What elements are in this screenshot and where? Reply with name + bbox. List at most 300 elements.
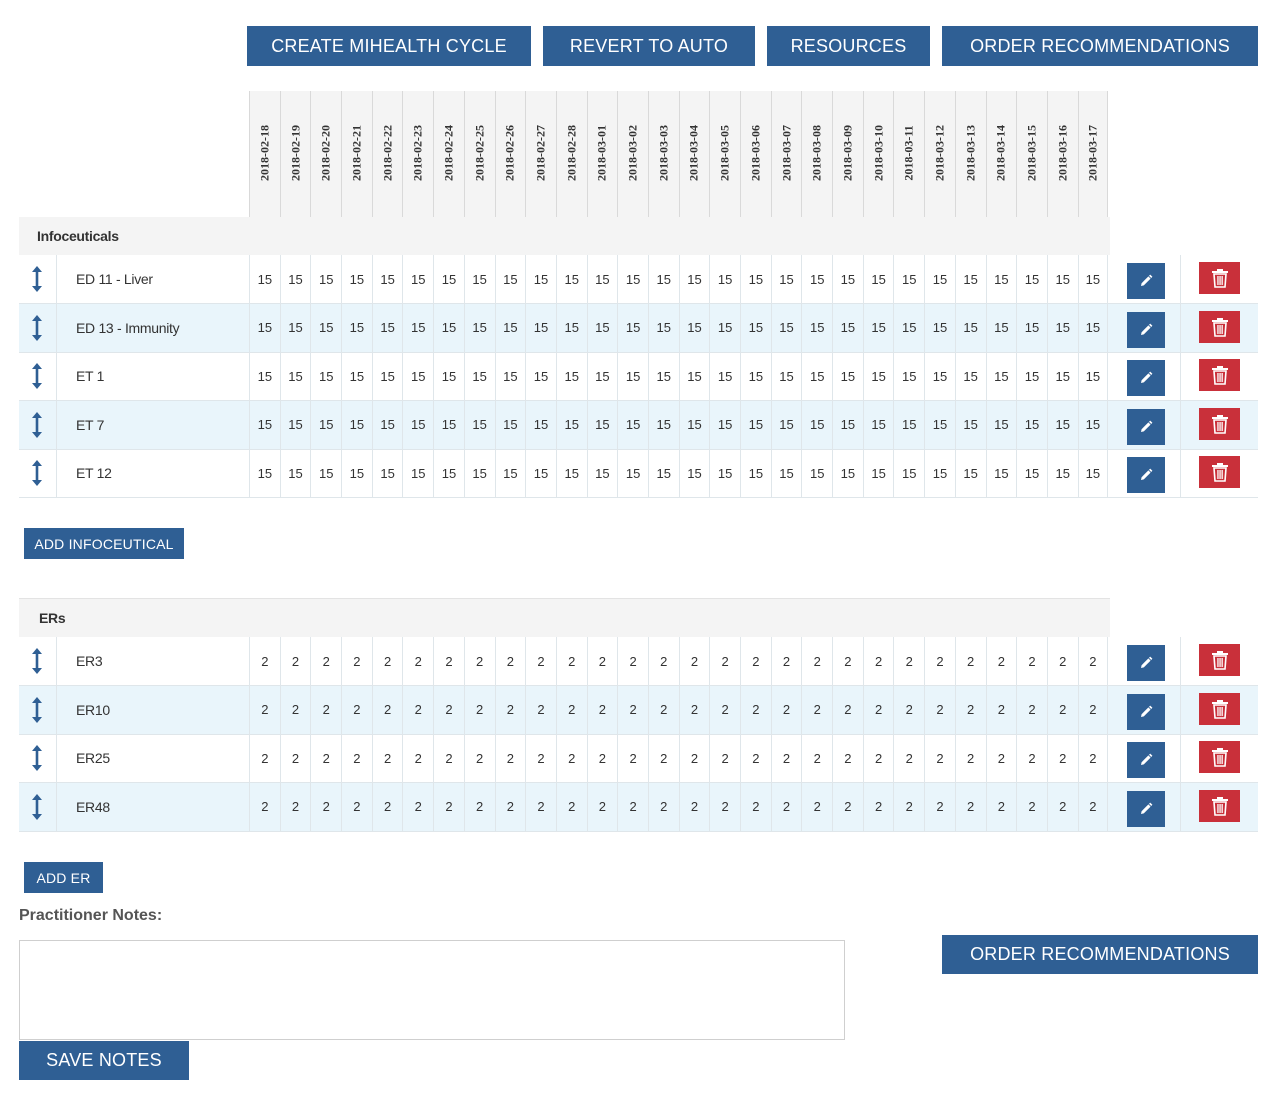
drag-handle-icon[interactable] xyxy=(29,459,45,487)
dose-cell: 15 xyxy=(863,352,894,400)
dose-cell: 2 xyxy=(924,783,955,831)
dose-cell: 2 xyxy=(341,783,372,831)
date-column-header xyxy=(402,91,433,217)
delete-button[interactable] xyxy=(1199,790,1240,822)
dose-cell: 2 xyxy=(832,637,863,685)
date-column-header xyxy=(556,91,587,217)
dose-cell: 15 xyxy=(771,304,802,352)
dose-cell: 2 xyxy=(402,686,433,734)
dose-cell: 15 xyxy=(310,255,341,303)
dose-cell: 15 xyxy=(310,352,341,400)
dose-cell: 15 xyxy=(709,255,740,303)
dose-cell: 15 xyxy=(587,401,618,449)
dose-cell: 15 xyxy=(986,304,1017,352)
table-row xyxy=(19,637,1258,686)
dose-cell: 2 xyxy=(617,686,648,734)
dose-cell: 15 xyxy=(832,304,863,352)
dose-cell: 2 xyxy=(433,783,464,831)
dose-cell: 15 xyxy=(1016,352,1047,400)
dose-cell: 15 xyxy=(924,401,955,449)
trash-icon xyxy=(1211,462,1229,482)
table-row xyxy=(19,783,1258,832)
date-column-header xyxy=(617,91,648,217)
dose-cell: 15 xyxy=(679,449,710,497)
dose-cell: 15 xyxy=(1078,255,1109,303)
dose-cell: 15 xyxy=(648,449,679,497)
dose-cell: 15 xyxy=(617,401,648,449)
dose-cell: 15 xyxy=(341,449,372,497)
dose-cell: 15 xyxy=(1078,401,1109,449)
dose-cell: 15 xyxy=(893,352,924,400)
add-er-button[interactable]: ADD ER xyxy=(24,862,103,893)
trash-icon xyxy=(1211,796,1229,816)
date-label: 2018-02-18 xyxy=(257,125,272,181)
dose-cell: 15 xyxy=(525,304,556,352)
dose-cell: 2 xyxy=(280,637,311,685)
infoceuticals-title: Infoceuticals xyxy=(37,228,119,244)
edit-button[interactable] xyxy=(1127,360,1165,396)
dose-cell: 15 xyxy=(525,255,556,303)
dose-cell: 15 xyxy=(433,352,464,400)
dose-cell: 15 xyxy=(709,352,740,400)
dose-cell: 15 xyxy=(986,449,1017,497)
dose-cell: 15 xyxy=(1078,352,1109,400)
dose-cell: 2 xyxy=(341,686,372,734)
dose-cell: 15 xyxy=(648,352,679,400)
dose-cell: 15 xyxy=(280,352,311,400)
dose-cell: 15 xyxy=(525,352,556,400)
trash-icon xyxy=(1211,414,1229,434)
dose-cell: 15 xyxy=(648,401,679,449)
date-label: 2018-02-22 xyxy=(380,125,395,181)
table-row xyxy=(19,401,1258,450)
dose-cell: 2 xyxy=(648,734,679,782)
dose-cell: 15 xyxy=(893,401,924,449)
row-name: ET 1 xyxy=(76,368,105,385)
dose-cell: 15 xyxy=(1078,449,1109,497)
date-label: 2018-02-27 xyxy=(533,125,548,181)
dose-cell: 15 xyxy=(372,352,403,400)
ers-section-header xyxy=(19,598,1110,637)
dose-cell: 2 xyxy=(924,734,955,782)
dose-cell: 15 xyxy=(955,352,986,400)
dose-cell: 2 xyxy=(402,637,433,685)
save-notes-button[interactable]: SAVE NOTES xyxy=(19,1041,189,1080)
date-label: 2018-03-11 xyxy=(901,125,916,181)
column-divider xyxy=(1180,255,1181,303)
dose-cell: 2 xyxy=(679,686,710,734)
dose-cells xyxy=(249,783,1108,831)
dose-cell: 15 xyxy=(1016,304,1047,352)
column-divider xyxy=(56,401,57,449)
trash-icon xyxy=(1211,268,1229,288)
dose-cell: 2 xyxy=(372,783,403,831)
date-column-header xyxy=(924,91,955,217)
delete-button[interactable] xyxy=(1199,408,1240,440)
date-label: 2018-02-23 xyxy=(410,125,425,181)
dose-cell: 2 xyxy=(893,734,924,782)
dose-cell: 15 xyxy=(433,304,464,352)
column-divider xyxy=(56,304,57,352)
date-column-header xyxy=(801,91,832,217)
dose-cell: 2 xyxy=(464,637,495,685)
dose-cell: 2 xyxy=(556,783,587,831)
dose-cell: 15 xyxy=(341,401,372,449)
date-column-header xyxy=(464,91,495,217)
row-name: ER25 xyxy=(76,750,110,767)
date-column-header xyxy=(679,91,710,217)
date-column-header xyxy=(1047,91,1078,217)
pencil-icon xyxy=(1139,705,1153,719)
edit-button[interactable] xyxy=(1127,312,1165,348)
dose-cell: 2 xyxy=(986,686,1017,734)
dose-cell: 15 xyxy=(771,401,802,449)
date-label: 2018-02-26 xyxy=(502,125,517,181)
column-divider xyxy=(1180,401,1181,449)
dose-cell: 15 xyxy=(617,304,648,352)
dose-cell: 15 xyxy=(740,255,771,303)
date-header xyxy=(249,91,1108,217)
dose-cell: 15 xyxy=(1016,255,1047,303)
dose-cells xyxy=(249,304,1108,352)
dose-cell: 2 xyxy=(679,637,710,685)
drag-handle-icon[interactable] xyxy=(29,265,45,293)
dose-cells xyxy=(249,637,1108,685)
pencil-icon xyxy=(1139,323,1153,337)
dose-cell: 15 xyxy=(495,352,526,400)
dose-cell: 2 xyxy=(433,734,464,782)
dose-cell: 2 xyxy=(863,637,894,685)
delete-button[interactable] xyxy=(1199,644,1240,676)
dose-cell: 15 xyxy=(495,255,526,303)
dose-cell: 15 xyxy=(832,401,863,449)
dose-cell: 2 xyxy=(464,783,495,831)
date-label: 2018-02-21 xyxy=(349,125,364,181)
dose-cell: 15 xyxy=(556,401,587,449)
dose-cell: 15 xyxy=(587,352,618,400)
column-divider xyxy=(56,255,57,303)
dose-cell: 2 xyxy=(341,637,372,685)
dose-cell: 2 xyxy=(1047,734,1078,782)
dose-cell: 2 xyxy=(801,783,832,831)
dose-cell: 2 xyxy=(1047,637,1078,685)
dose-cell: 15 xyxy=(924,449,955,497)
dose-cells xyxy=(249,686,1108,734)
revert-to-auto-button[interactable]: REVERT TO AUTO xyxy=(543,26,755,66)
resources-button[interactable]: RESOURCES xyxy=(767,26,930,66)
dose-cell: 15 xyxy=(801,352,832,400)
dose-cell: 2 xyxy=(310,783,341,831)
dose-cell: 2 xyxy=(1078,783,1109,831)
edit-button[interactable] xyxy=(1127,457,1165,493)
dose-cell: 15 xyxy=(402,255,433,303)
dose-cell: 2 xyxy=(709,637,740,685)
dose-cell: 15 xyxy=(464,449,495,497)
dose-cell: 2 xyxy=(893,686,924,734)
dose-cell: 2 xyxy=(587,734,618,782)
pencil-icon xyxy=(1139,371,1153,385)
ers-title: ERs xyxy=(39,610,66,626)
table-row xyxy=(19,352,1258,401)
dose-cell: 15 xyxy=(863,255,894,303)
row-name: ED 13 - Immunity xyxy=(76,319,180,336)
dose-cell: 15 xyxy=(495,401,526,449)
drag-handle-icon[interactable] xyxy=(29,362,45,390)
date-column-header xyxy=(587,91,618,217)
dose-cell: 2 xyxy=(525,783,556,831)
table-row xyxy=(19,304,1258,353)
dose-cells xyxy=(249,401,1108,449)
dose-cell: 15 xyxy=(433,255,464,303)
dose-cell: 2 xyxy=(648,686,679,734)
dose-cell: 15 xyxy=(679,401,710,449)
drag-handle-icon[interactable] xyxy=(29,647,45,675)
dose-cell: 2 xyxy=(740,637,771,685)
date-label: 2018-03-05 xyxy=(717,125,732,181)
table-row xyxy=(19,255,1258,304)
dose-cell: 15 xyxy=(801,255,832,303)
dose-cell: 15 xyxy=(249,352,280,400)
dose-cell: 15 xyxy=(709,304,740,352)
table-row xyxy=(19,686,1258,735)
date-column-header xyxy=(986,91,1017,217)
dose-cell: 15 xyxy=(801,304,832,352)
dose-cell: 15 xyxy=(525,401,556,449)
dose-cell: 2 xyxy=(740,734,771,782)
dose-cell: 15 xyxy=(986,352,1017,400)
dose-cell: 15 xyxy=(924,304,955,352)
dose-cell: 15 xyxy=(832,352,863,400)
dose-cell: 2 xyxy=(740,686,771,734)
dose-cell: 2 xyxy=(955,686,986,734)
dose-cell: 15 xyxy=(341,255,372,303)
dose-cell: 15 xyxy=(986,255,1017,303)
date-column-header xyxy=(249,91,280,217)
dose-cell: 2 xyxy=(832,686,863,734)
dose-cell: 15 xyxy=(464,352,495,400)
dose-cell: 15 xyxy=(648,304,679,352)
dose-cell: 15 xyxy=(433,449,464,497)
dose-cell: 15 xyxy=(893,255,924,303)
column-divider xyxy=(1180,449,1181,497)
drag-handle-icon[interactable] xyxy=(29,314,45,342)
date-label: 2018-03-13 xyxy=(963,125,978,181)
dose-cell: 15 xyxy=(832,255,863,303)
dose-cell: 2 xyxy=(617,783,648,831)
date-label: 2018-02-25 xyxy=(472,125,487,181)
dose-cell: 2 xyxy=(709,686,740,734)
dose-cell: 15 xyxy=(863,304,894,352)
date-column-header xyxy=(709,91,740,217)
dose-cell: 2 xyxy=(280,686,311,734)
edit-button[interactable] xyxy=(1127,645,1165,681)
add-infoceutical-button[interactable]: ADD INFOCEUTICAL xyxy=(24,528,184,559)
row-name: ER10 xyxy=(76,701,110,718)
dose-cell: 2 xyxy=(249,637,280,685)
row-name: ER48 xyxy=(76,798,110,815)
pencil-icon xyxy=(1139,420,1153,434)
dose-cell: 2 xyxy=(955,637,986,685)
date-column-header xyxy=(341,91,372,217)
delete-button[interactable] xyxy=(1199,456,1240,488)
dose-cell: 15 xyxy=(280,304,311,352)
edit-button[interactable] xyxy=(1127,742,1165,778)
column-divider xyxy=(1180,783,1181,831)
trash-icon xyxy=(1211,747,1229,767)
dose-cell: 2 xyxy=(310,637,341,685)
row-name: ED 11 - Liver xyxy=(76,271,153,287)
column-divider xyxy=(1180,304,1181,352)
date-label: 2018-02-19 xyxy=(288,125,303,181)
dose-cell: 2 xyxy=(556,734,587,782)
drag-handle-icon[interactable] xyxy=(29,696,45,724)
dose-cell: 15 xyxy=(495,304,526,352)
edit-button[interactable] xyxy=(1127,263,1165,299)
dose-cell: 2 xyxy=(433,637,464,685)
delete-button[interactable] xyxy=(1199,311,1240,343)
dose-cell: 2 xyxy=(587,637,618,685)
delete-button[interactable] xyxy=(1199,741,1240,773)
dose-cell: 2 xyxy=(495,686,526,734)
row-name: ET 12 xyxy=(76,465,112,482)
dose-cell: 15 xyxy=(495,449,526,497)
date-column-header xyxy=(1016,91,1047,217)
dose-cell: 15 xyxy=(617,352,648,400)
create-mihealth-cycle-button[interactable]: CREATE MIHEALTH CYCLE xyxy=(247,26,531,66)
dose-cell: 15 xyxy=(893,304,924,352)
dose-cell: 15 xyxy=(249,449,280,497)
dose-cell: 15 xyxy=(249,255,280,303)
dose-cell: 2 xyxy=(801,637,832,685)
dose-cell: 15 xyxy=(617,449,648,497)
delete-button[interactable] xyxy=(1199,359,1240,391)
dose-cell: 15 xyxy=(832,449,863,497)
date-label: 2018-03-09 xyxy=(840,125,855,181)
dose-cell: 15 xyxy=(556,255,587,303)
dose-cell: 15 xyxy=(341,304,372,352)
dose-cell: 15 xyxy=(525,449,556,497)
date-label: 2018-03-07 xyxy=(779,125,794,181)
dose-cell: 15 xyxy=(1016,449,1047,497)
date-column-header xyxy=(495,91,526,217)
date-column-header xyxy=(863,91,894,217)
column-divider xyxy=(56,637,57,685)
dose-cell: 15 xyxy=(740,449,771,497)
date-label: 2018-02-28 xyxy=(564,125,579,181)
date-label: 2018-02-20 xyxy=(318,125,333,181)
dose-cell: 2 xyxy=(648,637,679,685)
date-column-header xyxy=(1078,91,1109,217)
delete-button[interactable] xyxy=(1199,693,1240,725)
order-recommendations-bottom-button[interactable]: ORDER RECOMMENDATIONS xyxy=(942,935,1258,974)
dose-cells xyxy=(249,255,1108,303)
practitioner-notes-input[interactable] xyxy=(19,940,845,1040)
dose-cell: 15 xyxy=(893,449,924,497)
dose-cell: 15 xyxy=(648,255,679,303)
date-column-header xyxy=(955,91,986,217)
dose-cell: 15 xyxy=(402,352,433,400)
dose-cell: 2 xyxy=(709,783,740,831)
dose-cell: 15 xyxy=(771,352,802,400)
row-name: ET 7 xyxy=(76,416,105,433)
dose-cell: 2 xyxy=(617,734,648,782)
dose-cell: 2 xyxy=(587,686,618,734)
edit-button[interactable] xyxy=(1127,409,1165,445)
dose-cell: 2 xyxy=(1078,637,1109,685)
dose-cell: 15 xyxy=(310,401,341,449)
dose-cell: 15 xyxy=(280,449,311,497)
dose-cell: 15 xyxy=(986,401,1017,449)
dose-cell: 2 xyxy=(1047,783,1078,831)
dose-cell: 2 xyxy=(280,783,311,831)
dose-cell: 15 xyxy=(587,304,618,352)
dose-cell: 15 xyxy=(955,401,986,449)
dose-cell: 2 xyxy=(1078,734,1109,782)
practitioner-notes-label: Practitioner Notes: xyxy=(19,907,163,924)
date-column-header xyxy=(740,91,771,217)
dose-cell: 15 xyxy=(280,255,311,303)
order-recommendations-button[interactable]: ORDER RECOMMENDATIONS xyxy=(942,26,1258,66)
dose-cell: 15 xyxy=(587,449,618,497)
date-label: 2018-03-17 xyxy=(1085,125,1100,181)
dose-cell: 2 xyxy=(464,686,495,734)
dose-cell: 15 xyxy=(955,449,986,497)
dose-cell: 2 xyxy=(986,637,1017,685)
drag-handle-icon[interactable] xyxy=(29,411,45,439)
dose-cell: 2 xyxy=(464,734,495,782)
date-label: 2018-03-03 xyxy=(656,125,671,181)
dose-cells xyxy=(249,352,1108,400)
date-column-header xyxy=(310,91,341,217)
dose-cell: 2 xyxy=(709,734,740,782)
dose-cell: 2 xyxy=(249,783,280,831)
dose-cell: 15 xyxy=(556,304,587,352)
dose-cell: 15 xyxy=(1047,352,1078,400)
edit-button[interactable] xyxy=(1127,694,1165,730)
dose-cell: 15 xyxy=(341,352,372,400)
dose-cell: 2 xyxy=(863,734,894,782)
dose-cell: 15 xyxy=(709,401,740,449)
dose-cell: 15 xyxy=(955,304,986,352)
drag-handle-icon[interactable] xyxy=(29,793,45,821)
dose-cell: 15 xyxy=(617,255,648,303)
date-column-header xyxy=(771,91,802,217)
dose-cell: 2 xyxy=(648,783,679,831)
dose-cell: 2 xyxy=(955,783,986,831)
dose-cell: 2 xyxy=(525,734,556,782)
dose-cell: 2 xyxy=(986,734,1017,782)
date-column-header xyxy=(433,91,464,217)
dose-cell: 15 xyxy=(924,352,955,400)
pencil-icon xyxy=(1139,753,1153,767)
dose-cell: 15 xyxy=(771,255,802,303)
trash-icon xyxy=(1211,650,1229,670)
column-divider xyxy=(1180,637,1181,685)
trash-icon xyxy=(1211,699,1229,719)
dose-cell: 15 xyxy=(372,304,403,352)
delete-button[interactable] xyxy=(1199,262,1240,294)
dose-cell: 15 xyxy=(249,401,280,449)
date-column-header xyxy=(832,91,863,217)
column-divider xyxy=(1180,734,1181,782)
edit-button[interactable] xyxy=(1127,791,1165,827)
row-name: ER3 xyxy=(76,653,103,669)
date-column-header xyxy=(893,91,924,217)
drag-handle-icon[interactable] xyxy=(29,744,45,772)
dose-cell: 2 xyxy=(740,783,771,831)
dose-cell: 15 xyxy=(801,449,832,497)
dose-cell: 2 xyxy=(1047,686,1078,734)
